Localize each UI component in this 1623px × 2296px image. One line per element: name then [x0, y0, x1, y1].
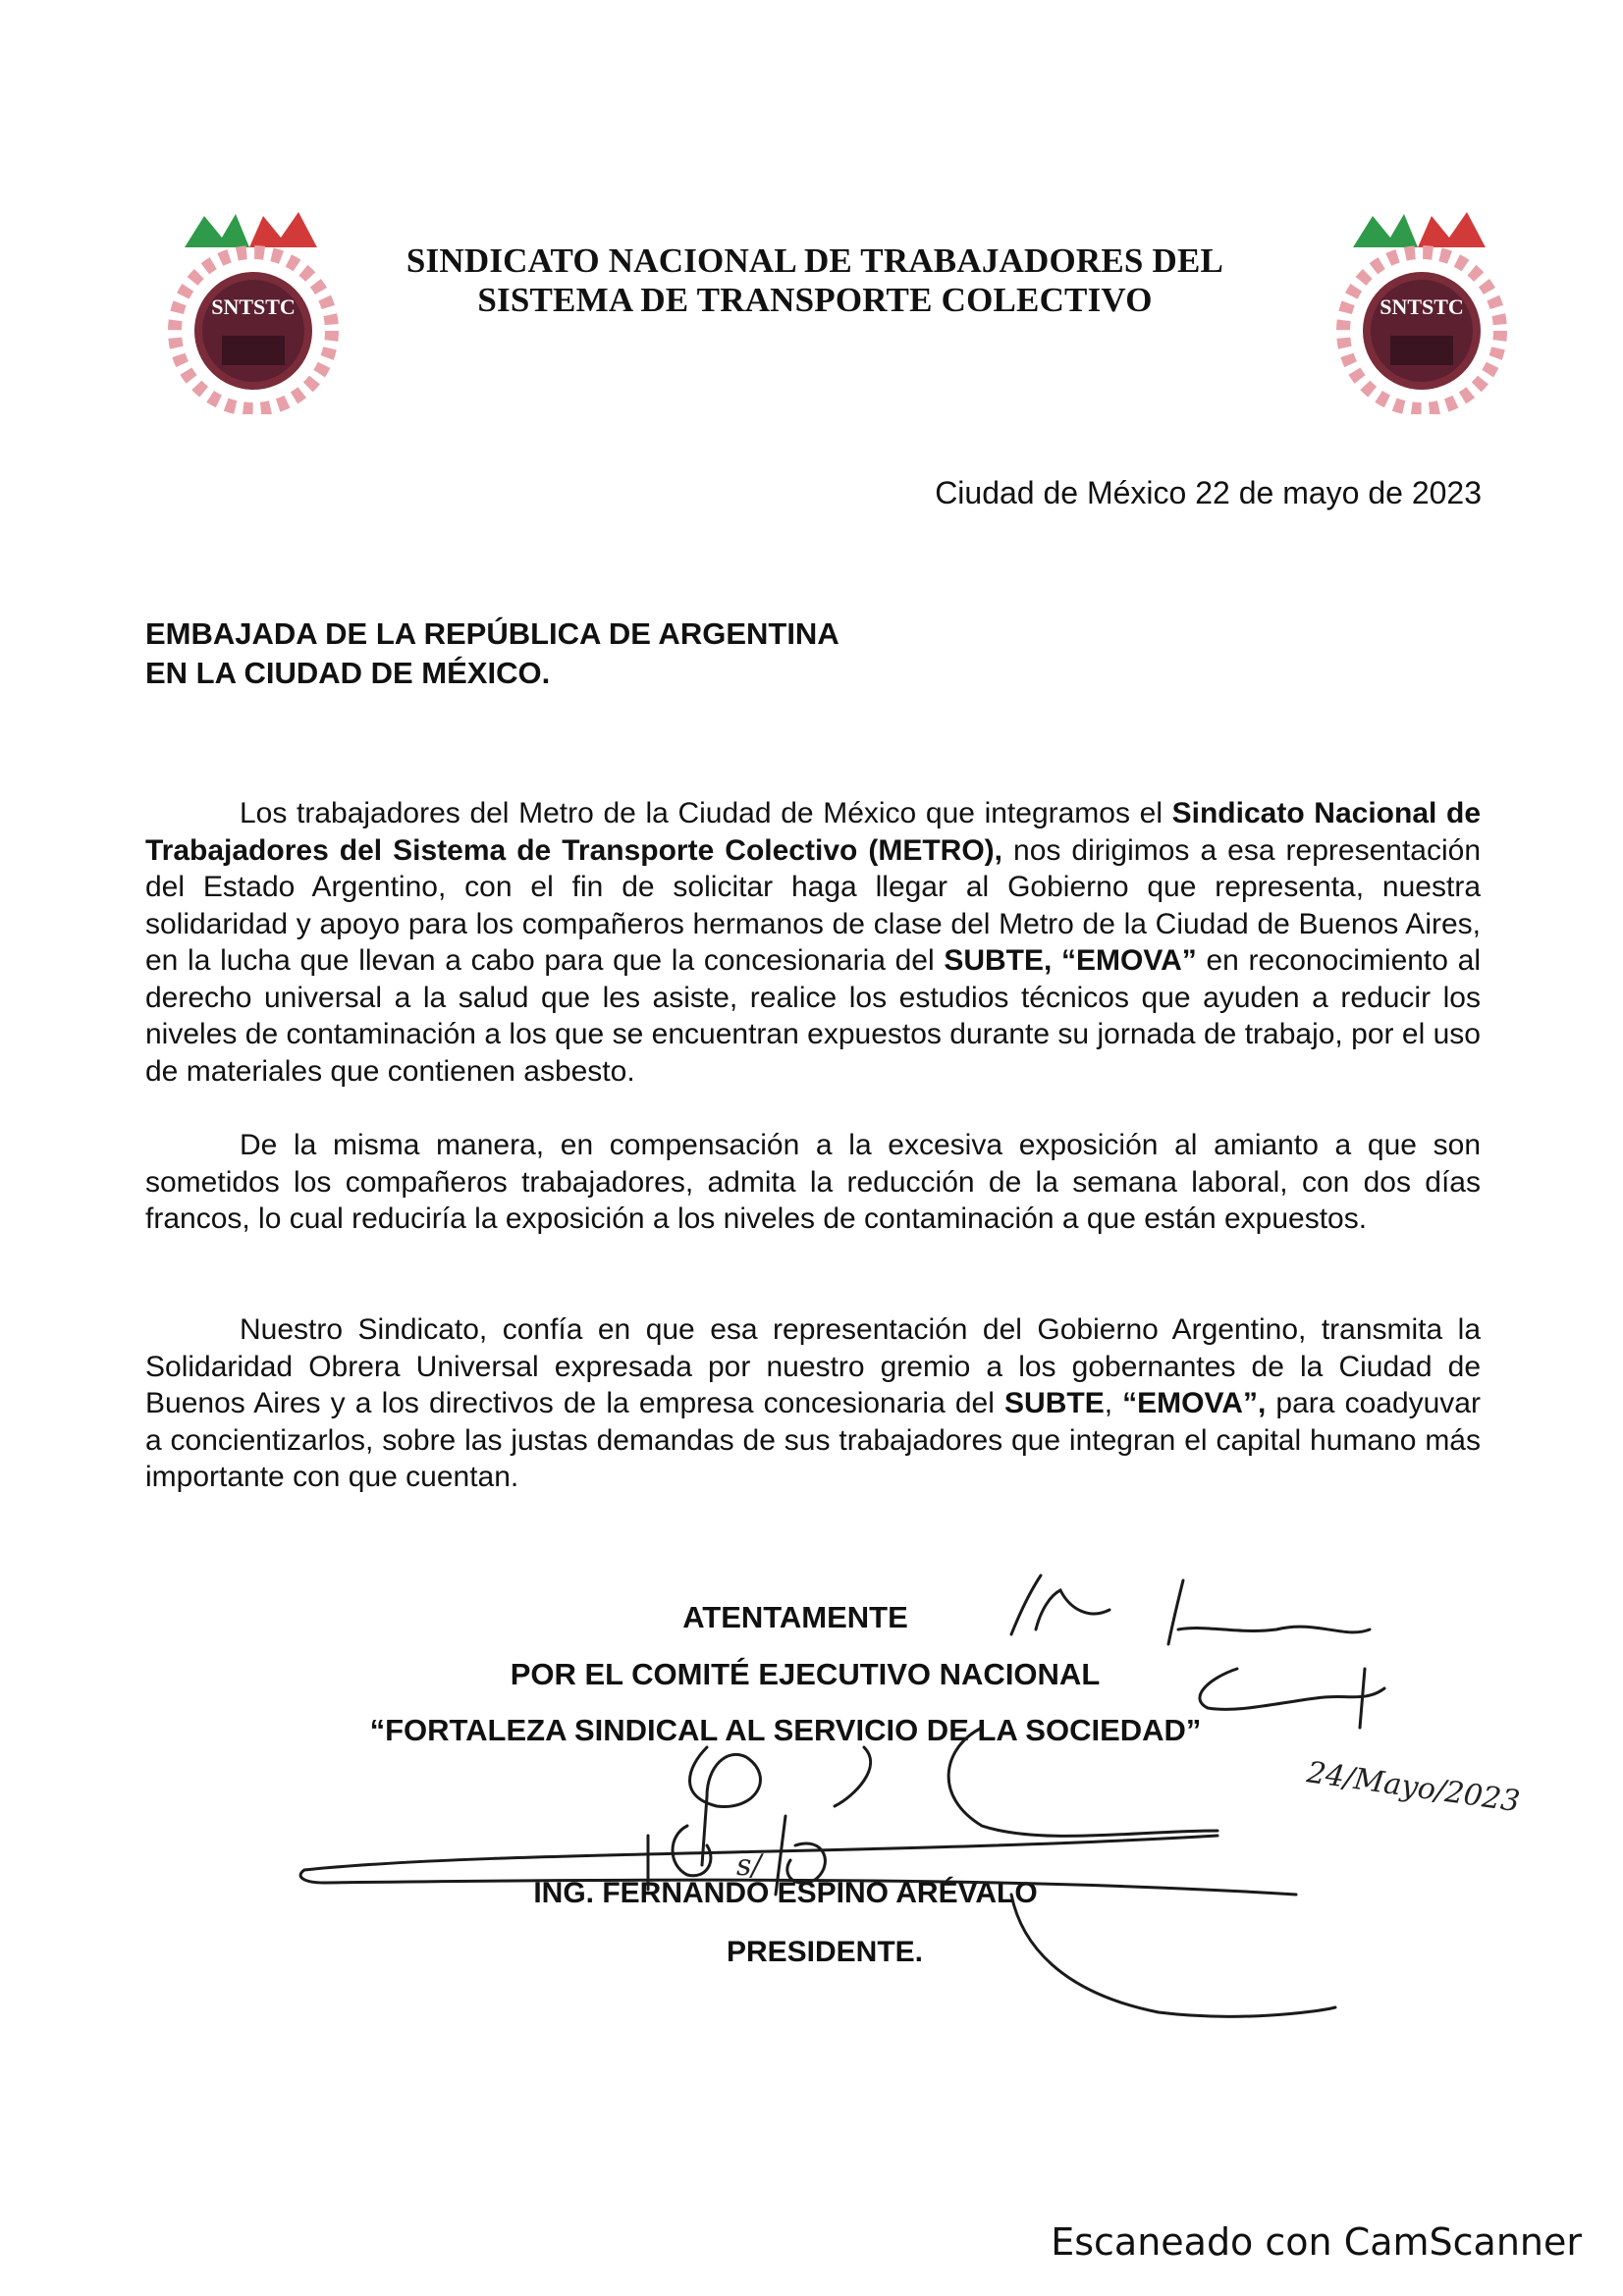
- sp-mark: s/: [736, 1848, 762, 1883]
- logo-text-right: SNTSTC: [1380, 294, 1464, 319]
- recipient-line-1: EMBAJADA DE LA REPÚBLICA DE ARGENTINA: [145, 616, 839, 651]
- paragraph-run: nos dirigimos a esa representación del Estado Argentino, con el fin de solicitar haga llegar al Gobierno que representa, nuestra solidaridad y apoyo para los compañeros hermanos de clase del Metro de la Ciudad de Buenos Aires, en la lucha que llevan a cabo para que la concesionaria del: [145, 833, 1482, 977]
- closing-committee: POR EL COMITÉ EJECUTIVO NACIONAL: [510, 1657, 1101, 1691]
- signer-title: PRESIDENTE.: [726, 1936, 924, 1968]
- signer-name: ING. FERNANDO ESPINO ARÉVALO: [533, 1877, 1038, 1909]
- paragraph-run: “EMOVA”,: [1122, 1387, 1267, 1419]
- paragraph-run: SUBTE, “EMOVA”: [944, 944, 1197, 977]
- paragraph-run: ,: [1104, 1387, 1123, 1419]
- body-paragraph-3: [145, 1311, 1481, 1496]
- handwritten-date: 24/Mayo/2023: [1304, 1755, 1522, 1820]
- union-logo-right: [1333, 208, 1510, 414]
- closing-motto: “FORTALEZA SINDICAL AL SERVICIO DE LA SOCIEDAD”: [369, 1713, 1202, 1747]
- body-paragraph-1: [145, 795, 1481, 1090]
- recipient-block: [145, 614, 839, 693]
- paragraph-run: Los trabajadores del Metro de la Ciudad de México que integramos el: [240, 797, 1172, 829]
- letterhead-line-1: SINDICATO NACIONAL DE TRABAJADORES DEL: [406, 241, 1224, 280]
- paragraph-run: Nuestro Sindicato, confía en que esa representación del Gobierno Argentino, transmita la Solidaridad Obrera Universal expresada por nuestro gremio a los gobernantes de la Ciudad de Buenos Aires y a los directivos de la empresa concesionaria del: [145, 1313, 1481, 1419]
- letterhead-line-2: SISTEMA DE TRANSPORTE COLECTIVO: [477, 281, 1153, 319]
- recipient-line-2: EN LA CIUDAD DE MÉXICO.: [145, 656, 551, 690]
- body-paragraph-2: De la misma manera, en compensación a la excesiva exposición al amianto a que son sometidos los compañeros trabajadores, admita la reducción de la semana laboral, con dos días francos, lo cual reduciría la exposición a los niveles de contaminación a que están expuestos.: [145, 1129, 1481, 1235]
- scanner-watermark: Escaneado con CamScanner: [1051, 2220, 1582, 2264]
- union-logo-left: [165, 208, 342, 414]
- paragraph-run: SUBTE: [1004, 1387, 1105, 1419]
- letter-date: Ciudad de México 22 de mayo de 2023: [935, 475, 1482, 510]
- paragraph-run: en reconocimiento al derecho universal a la salud que les asiste, realice los estudios técnicos que ayuden a reducir los niveles de contaminación a los que se encuentran expuestos durante su jornada de trabajo, por el uso de materiales que contienen asbesto.: [145, 944, 1481, 1088]
- paragraph-run: para coadyuvar a concientizarlos, sobre las justas demandas de sus trabajadores que integran el capital humano más importante con que cuentan.: [145, 1387, 1481, 1493]
- letterhead-title: [353, 241, 1276, 320]
- closing-salutation: ATENTAMENTE: [682, 1600, 908, 1634]
- paragraph-run: Sindicato Nacional de Trabajadores del Sistema de Transporte Colectivo (METRO),: [145, 797, 1482, 867]
- logo-text-left: SNTSTC: [211, 294, 296, 319]
